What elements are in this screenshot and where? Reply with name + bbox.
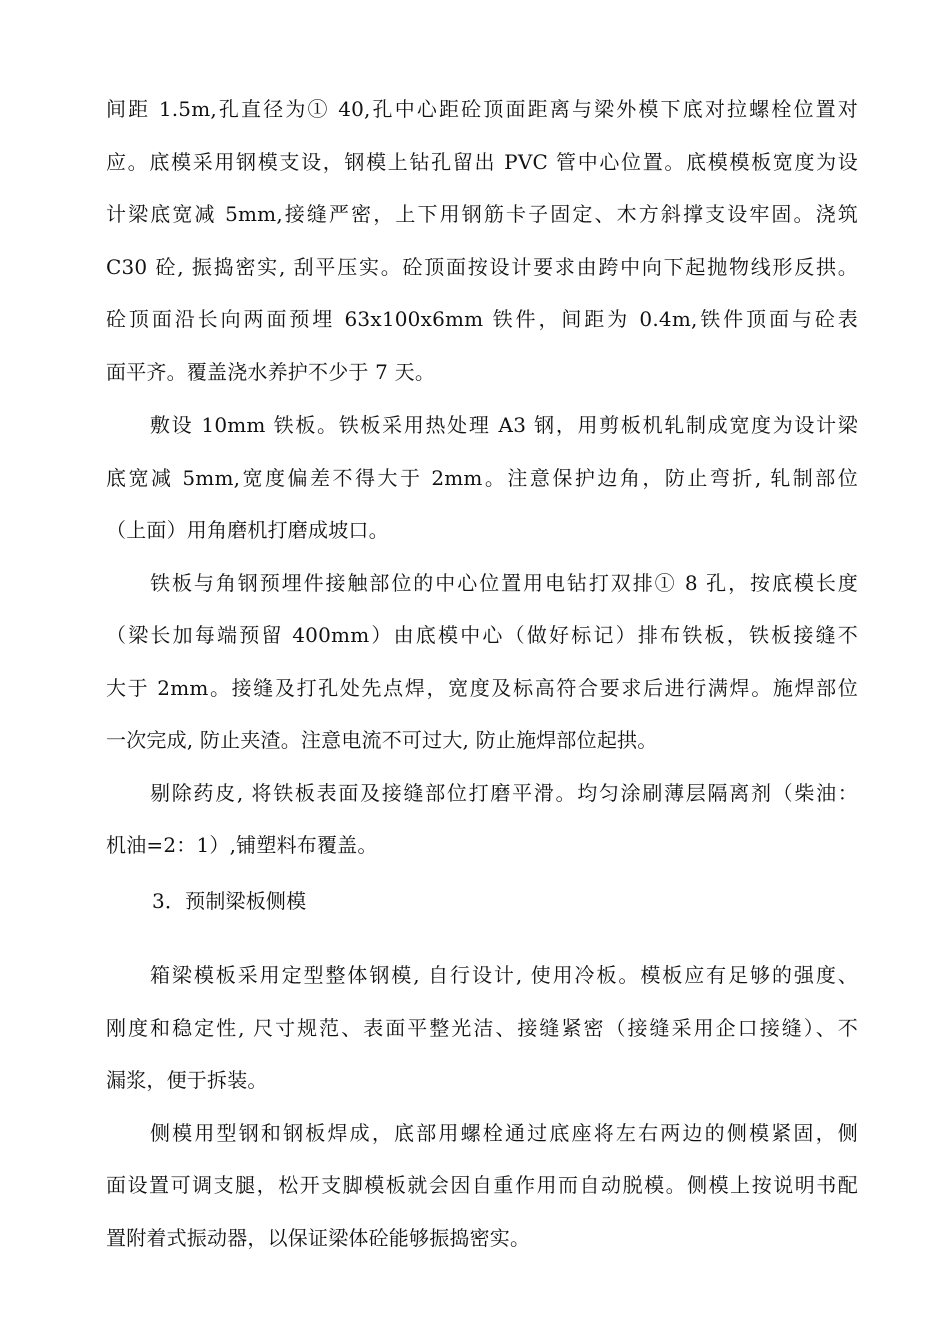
paragraph-4-line-1: 剔除药皮, 将铁板表面及接缝部位打磨平滑。均匀涂刷薄层隔离剂（柴油： — [150, 781, 858, 805]
paragraph-1-line-5: 砼顶面沿长向两面预埋 63x100x6mm 铁件，间距为 0.4m,铁件顶面与砼表 — [106, 307, 858, 331]
paragraph-1-line-4: C30 砼, 振捣密实, 刮平压实。砼顶面按设计要求由跨中向下起抛物线形反拱。 — [106, 255, 858, 279]
paragraph-5-line-3: 漏浆，便于拆装。 — [106, 1068, 268, 1092]
paragraph-1-line-1: 间距 1.5m,孔直径为① 40,孔中心距砼顶面距离与梁外模下底对拉螺栓位置对 — [106, 97, 858, 121]
section-heading: 3．预制梁板侧模 — [152, 889, 307, 913]
paragraph-5-line-2: 刚度和稳定性, 尺寸规范、表面平整光洁、接缝紧密（接缝采用企口接缝）、不 — [106, 1016, 858, 1040]
paragraph-3-line-2: （梁长加每端预留 400mm）由底模中心（做好标记）排布铁板，铁板接缝不 — [106, 623, 858, 647]
paragraph-4-line-2: 机油=2：1）,铺塑料布覆盖。 — [106, 833, 378, 857]
paragraph-6-line-3: 置附着式振动器，以保证梁体砼能够振捣密实。 — [106, 1226, 531, 1250]
paragraph-3-line-3: 大于 2mm。接缝及打孔处先点焊，宽度及标高符合要求后进行满焊。施焊部位 — [106, 676, 858, 700]
paragraph-6-line-1: 侧模用型钢和钢板焊成，底部用螺栓通过底座将左右两边的侧模紧固，侧 — [150, 1121, 858, 1145]
paragraph-2-line-3: （上面）用角磨机打磨成坡口。 — [106, 518, 389, 542]
paragraph-2-line-1: 敷设 10mm 铁板。铁板采用热处理 A3 钢，用剪板机轧制成宽度为设计梁 — [150, 413, 858, 437]
paragraph-3-line-1: 铁板与角钢预埋件接触部位的中心位置用电钻打双排① 8 孔，按底模长度 — [150, 571, 858, 595]
paragraph-6-line-2: 面设置可调支腿，松开支脚模板就会因自重作用而自动脱模。侧模上按说明书配 — [106, 1173, 858, 1197]
paragraph-3-line-4: 一次完成, 防止夹渣。注意电流不可过大, 防止施焊部位起拱。 — [106, 728, 658, 752]
paragraph-5-line-1: 箱梁模板采用定型整体钢模, 自行设计, 使用冷板。模板应有足够的强度、 — [150, 963, 858, 987]
paragraph-1-line-3: 计梁底宽减 5mm,接缝严密，上下用钢筋卡子固定、木方斜撑支设牢固。浇筑 — [106, 202, 858, 226]
paragraph-2-line-2: 底宽减 5mm,宽度偏差不得大于 2mm。注意保护边角，防止弯折, 轧制部位 — [106, 466, 858, 490]
paragraph-1-line-6: 面平齐。覆盖浇水养护不少于 7 天。 — [106, 360, 436, 384]
paragraph-1-line-2: 应。底模采用钢模支设，钢模上钻孔留出 PVC 管中心位置。底模模板宽度为设 — [106, 150, 858, 174]
